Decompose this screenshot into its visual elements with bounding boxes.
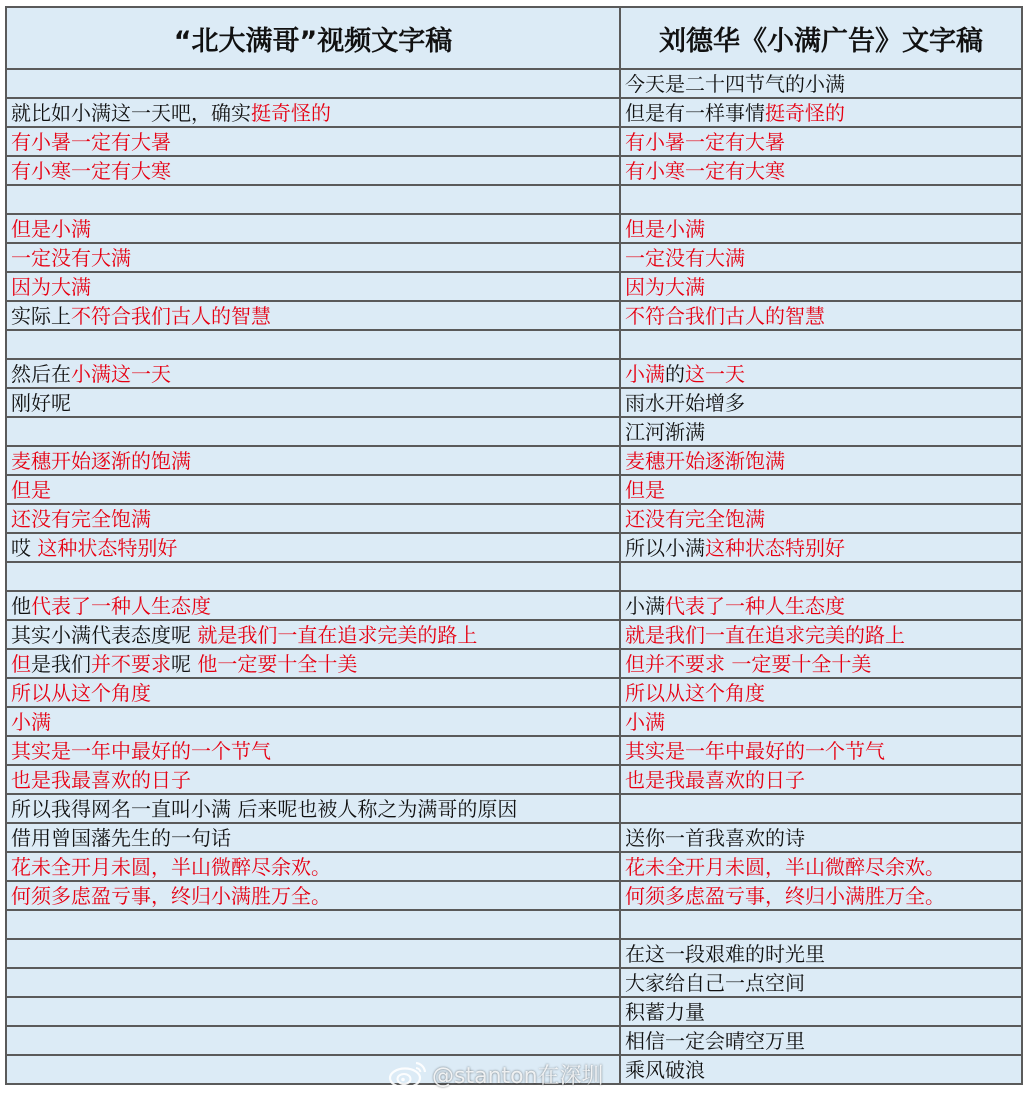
table-row [6, 533, 1022, 562]
table-row [6, 359, 1022, 388]
right-cell [620, 852, 1022, 881]
right-cell [620, 98, 1022, 127]
highlighted-text: 这种状态特别好 [705, 535, 845, 560]
highlighted-text: 麦穗开始逐渐的饱满 [11, 448, 191, 473]
highlighted-text: 但是 [625, 477, 665, 502]
highlighted-text: 何须多虑盈亏事，终归小满胜万全。 [11, 883, 331, 908]
left-cell [6, 620, 620, 649]
right-cell [620, 649, 1022, 678]
table-row [6, 620, 1022, 649]
left-cell [6, 388, 620, 417]
table-row [6, 649, 1022, 678]
highlighted-text: 他一定要十全十美 [197, 651, 358, 676]
left-cell [6, 417, 620, 446]
right-cell [620, 330, 1022, 359]
plain-text: 他 [11, 593, 31, 618]
left-cell [6, 69, 620, 98]
table-row [6, 707, 1022, 736]
plain-text: 相信一定会晴空万里 [625, 1028, 805, 1053]
highlighted-text: 麦穗开始逐渐饱满 [625, 448, 785, 473]
plain-text: 刚好呢 [11, 390, 71, 415]
plain-text: 哎 [11, 535, 38, 560]
plain-text: 送你一首我喜欢的诗 [625, 825, 805, 850]
table-row [6, 881, 1022, 910]
highlighted-text: 有小寒一定有大寒 [11, 158, 171, 183]
left-cell [6, 968, 620, 997]
right-cell [620, 214, 1022, 243]
left-cell [6, 765, 620, 794]
highlighted-text: 一定没有大满 [11, 245, 131, 270]
right-cell [620, 185, 1022, 214]
table-row [6, 823, 1022, 852]
left-cell [6, 127, 620, 156]
highlighted-text: 一定没有大满 [625, 245, 745, 270]
highlighted-text: 但是 [11, 477, 51, 502]
left-cell [6, 98, 620, 127]
right-cell [620, 417, 1022, 446]
plain-text: 所以我得网名一直叫小满 后来呢也被人称之为满哥的原因 [11, 796, 518, 821]
left-cell [6, 591, 620, 620]
plain-text: 就比如小满这一天吧，确实 [11, 100, 251, 125]
plain-text: 大家给自己一点空间 [625, 970, 805, 995]
plain-text: 但是有一样事情 [625, 100, 765, 125]
table-row [6, 794, 1022, 823]
right-cell [620, 678, 1022, 707]
plain-text: 雨水开始增多 [625, 390, 745, 415]
right-cell [620, 736, 1022, 765]
highlighted-text: 有小暑一定有大暑 [11, 129, 171, 154]
plain-text: 的 [665, 361, 685, 386]
highlighted-text: 小满 [625, 709, 665, 734]
highlighted-text: 花未全开月未圆，半山微醉尽余欢。 [625, 854, 945, 879]
watermark-text: @stanton在深圳 [432, 1063, 604, 1089]
plain-text: 今天是二十四节气的小满 [625, 71, 845, 96]
left-cell [6, 852, 620, 881]
right-cell [620, 533, 1022, 562]
left-cell [6, 475, 620, 504]
highlighted-text: 其实是一年中最好的一个节气 [625, 738, 885, 763]
right-column-header: 刘德华《小满广告》文字稿 [620, 7, 1022, 69]
highlighted-text: 小满这一天 [71, 361, 171, 386]
left-cell [6, 736, 620, 765]
table-row [6, 939, 1022, 968]
highlighted-text: 但是小满 [625, 216, 705, 241]
table-row [6, 98, 1022, 127]
right-cell [620, 127, 1022, 156]
left-column-header: “北大满哥”视频文字稿 [6, 7, 620, 69]
highlighted-text: 代表了一种人生态度 [31, 593, 211, 618]
table-row [6, 910, 1022, 939]
right-cell [620, 156, 1022, 185]
header-row [6, 7, 1022, 69]
highlighted-text: 但并不要求 一定要十全十美 [625, 651, 872, 676]
highlighted-text: 小满 [625, 361, 665, 386]
left-cell [6, 881, 620, 910]
highlighted-text: 但 [11, 651, 31, 676]
right-cell [620, 620, 1022, 649]
right-cell [620, 968, 1022, 997]
left-cell [6, 533, 620, 562]
left-cell [6, 678, 620, 707]
right-cell [620, 388, 1022, 417]
highlighted-text: 有小暑一定有大暑 [625, 129, 785, 154]
highlighted-text: 这种状态特别好 [37, 535, 178, 560]
plain-text: 乘风破浪 [625, 1057, 705, 1082]
right-cell [620, 446, 1022, 475]
right-cell [620, 591, 1022, 620]
left-cell [6, 446, 620, 475]
highlighted-text: 还没有完全饱满 [11, 506, 151, 531]
table-row [6, 968, 1022, 997]
highlighted-text: 也是我最喜欢的日子 [625, 767, 805, 792]
table-row [6, 1026, 1022, 1055]
highlighted-text: 不符合我们古人的智慧 [71, 303, 271, 328]
plain-text: 所以小满 [625, 535, 705, 560]
highlighted-text: 这一天 [685, 361, 745, 386]
table-row [6, 69, 1022, 98]
right-cell [620, 1026, 1022, 1055]
table-row [6, 446, 1022, 475]
left-cell [6, 562, 620, 591]
table-row [6, 591, 1022, 620]
right-cell [620, 939, 1022, 968]
table-row [6, 678, 1022, 707]
table-row [6, 765, 1022, 794]
plain-text: 小满 [625, 593, 665, 618]
left-cell [6, 939, 620, 968]
left-cell [6, 910, 620, 939]
table-row [6, 127, 1022, 156]
right-cell [620, 997, 1022, 1026]
table-row [6, 562, 1022, 591]
highlighted-text: 花未全开月未圆，半山微醉尽余欢。 [11, 854, 331, 879]
right-cell [620, 272, 1022, 301]
highlighted-text: 也是我最喜欢的日子 [11, 767, 191, 792]
highlighted-text: 因为大满 [625, 274, 705, 299]
left-cell [6, 649, 620, 678]
plain-text: 然后在 [11, 361, 71, 386]
table-row [6, 417, 1022, 446]
right-cell [620, 823, 1022, 852]
highlighted-text: 就是我们一直在追求完美的路上 [197, 622, 478, 647]
right-cell [620, 794, 1022, 823]
highlighted-text: 但是小满 [11, 216, 91, 241]
right-cell [620, 504, 1022, 533]
plain-text: 呢 [171, 651, 198, 676]
plain-text: 其实小满代表态度呢 [11, 622, 198, 647]
right-cell [620, 243, 1022, 272]
right-cell [620, 69, 1022, 98]
highlighted-text: 有小寒一定有大寒 [625, 158, 785, 183]
highlighted-text: 就是我们一直在追求完美的路上 [625, 622, 905, 647]
right-cell [620, 881, 1022, 910]
left-cell [6, 1055, 620, 1084]
left-cell [6, 243, 620, 272]
left-cell [6, 707, 620, 736]
table-row [6, 475, 1022, 504]
right-cell [620, 765, 1022, 794]
right-cell [620, 1055, 1022, 1084]
left-cell [6, 272, 620, 301]
highlighted-text: 小满 [11, 709, 51, 734]
highlighted-text: 并不要求 [91, 651, 171, 676]
left-cell [6, 1026, 620, 1055]
right-cell [620, 910, 1022, 939]
right-cell [620, 707, 1022, 736]
left-cell [6, 504, 620, 533]
table-row [6, 243, 1022, 272]
left-cell [6, 794, 620, 823]
left-cell [6, 330, 620, 359]
highlighted-text: 挺奇怪的 [251, 100, 331, 125]
highlighted-text: 何须多虑盈亏事，终归小满胜万全。 [625, 883, 945, 908]
table-row [6, 736, 1022, 765]
table-row [6, 156, 1022, 185]
table-row [6, 272, 1022, 301]
table-row [6, 388, 1022, 417]
table-row [6, 185, 1022, 214]
table-row [6, 214, 1022, 243]
table-row [6, 997, 1022, 1026]
left-cell [6, 156, 620, 185]
plain-text: 在这一段艰难的时光里 [625, 941, 825, 966]
table-header [6, 7, 1022, 69]
left-cell [6, 823, 620, 852]
table-row [6, 852, 1022, 881]
highlighted-text: 不符合我们古人的智慧 [625, 303, 825, 328]
right-cell [620, 359, 1022, 388]
highlighted-text: 所以从这个角度 [625, 680, 765, 705]
table-row [6, 1055, 1022, 1084]
left-cell [6, 301, 620, 330]
table-row [6, 330, 1022, 359]
plain-text: 江河渐满 [625, 419, 705, 444]
left-cell [6, 185, 620, 214]
plain-text: 积蓄力量 [625, 999, 705, 1024]
plain-text: 实际上 [11, 303, 71, 328]
left-cell [6, 997, 620, 1026]
highlighted-text: 所以从这个角度 [11, 680, 151, 705]
highlighted-text: 挺奇怪的 [765, 100, 845, 125]
right-cell [620, 301, 1022, 330]
comparison-table [5, 6, 1023, 1085]
table-row [6, 301, 1022, 330]
right-cell [620, 475, 1022, 504]
table-row [6, 504, 1022, 533]
table-body [6, 69, 1022, 1084]
highlighted-text: 还没有完全饱满 [625, 506, 765, 531]
highlighted-text: 其实是一年中最好的一个节气 [11, 738, 271, 763]
left-cell [6, 214, 620, 243]
left-cell [6, 359, 620, 388]
right-cell [620, 562, 1022, 591]
highlighted-text: 代表了一种人生态度 [665, 593, 845, 618]
plain-text: 是我们 [31, 651, 91, 676]
highlighted-text: 因为大满 [11, 274, 91, 299]
plain-text: 借用曾国藩先生的一句话 [11, 825, 231, 850]
